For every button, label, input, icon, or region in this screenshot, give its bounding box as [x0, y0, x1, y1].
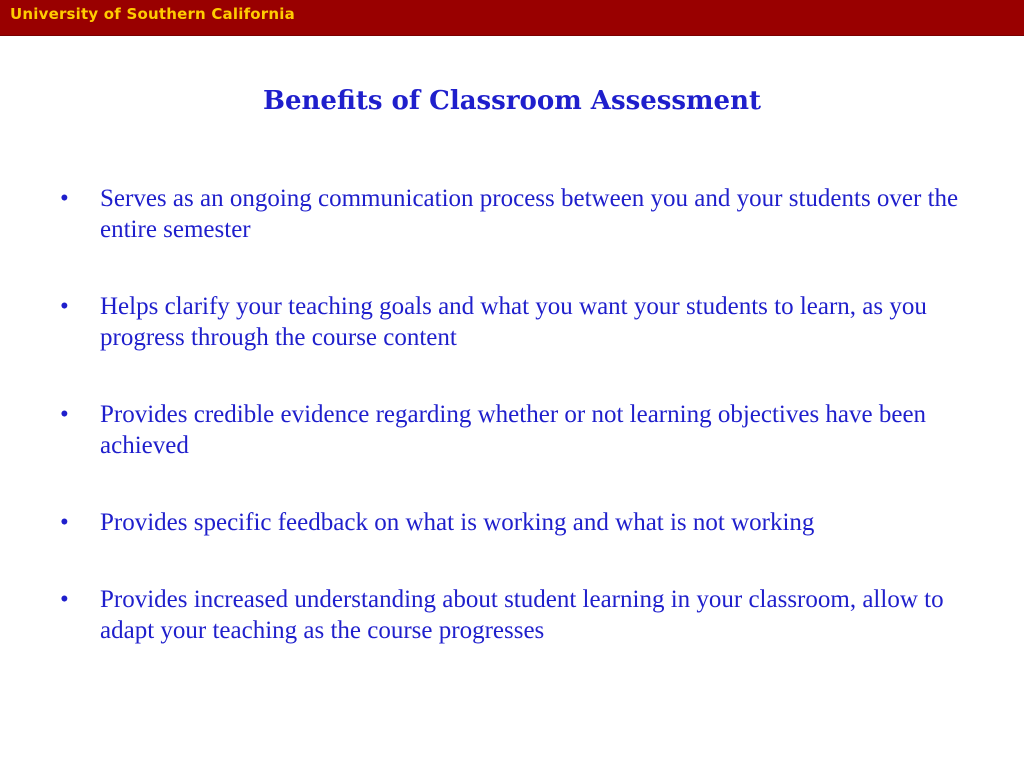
- bullet-item: [56, 291, 976, 353]
- bullet-text: Serves as an ongoing communication process between you and your students over the entire semester: [100, 185, 959, 243]
- bullet-item: [56, 399, 976, 461]
- bullet-item: [56, 584, 976, 646]
- bullet-item: [56, 183, 976, 245]
- slide-title: Benefits of Classroom Assessment: [262, 86, 761, 116]
- bullet-text: Provides increased understanding about student learning in your classroom, allow to adapt your teaching as the course progresses: [100, 586, 944, 644]
- bullet-list: [56, 183, 976, 692]
- university-banner: [0, 0, 1024, 36]
- bullet-icon: •: [60, 293, 69, 320]
- bullet-text: Helps clarify your teaching goals and what you want your students to learn, as you progress through the course content: [100, 293, 927, 351]
- bullet-icon: •: [60, 401, 69, 428]
- university-name: University of Southern California: [10, 5, 295, 23]
- bullet-item: [56, 507, 976, 538]
- bullet-text: Provides specific feedback on what is working and what is not working: [100, 509, 815, 536]
- bullet-icon: •: [60, 185, 69, 212]
- bullet-icon: •: [60, 509, 69, 536]
- bullet-icon: •: [60, 586, 69, 613]
- bullet-text: Provides credible evidence regarding whether or not learning objectives have been achieved: [100, 401, 927, 459]
